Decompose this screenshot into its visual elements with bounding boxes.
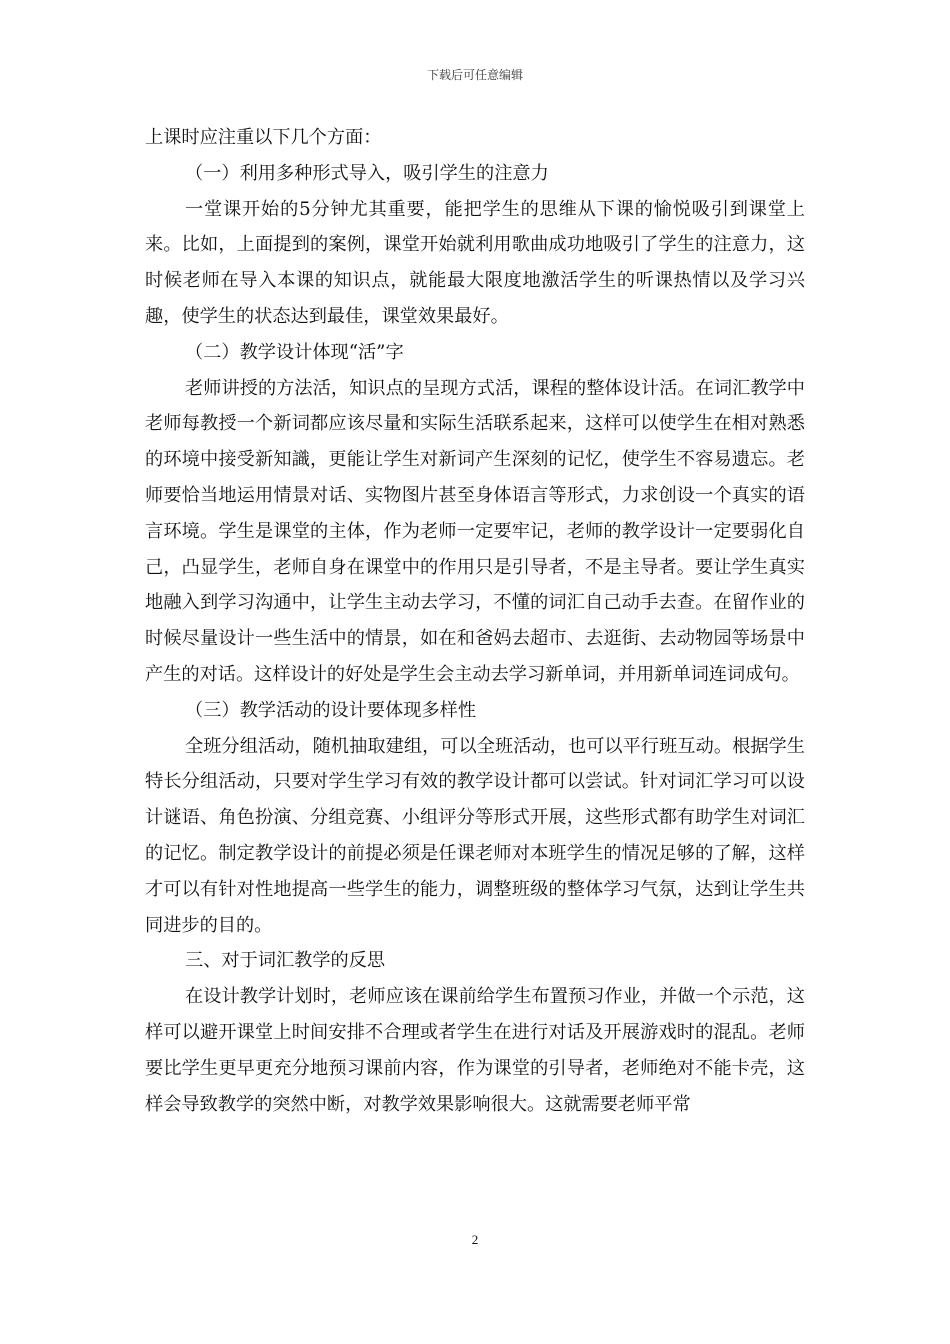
paragraph: 在设计教学计划时，老师应该在课前给学生布置预习作业，并做一个示范，这样可以避开课堂上时间安排不合理或者学生在进行对话及开展游戏时的混乱。老师要比学生更早更充分地预习课前内容，作为课堂的引导者，老师绝对不能卡壳，这样会导致教学的突然中断，对教学效果影响很大。这就需要老师平常 bbox=[145, 986, 805, 1115]
section-heading-reflection: 三、对于词汇教学的反思 bbox=[185, 950, 386, 972]
paragraph: 全班分组活动，随机抽取建组，可以全班活动，也可以平行班互动。根据学生特长分组活动，只要对学生学习有效的教学设计都可以尝试。针对词汇学习可以设计谜语、角色扮演、分组竞赛、小组评分等形式开展，这些形式都有助学生对词汇的记忆。制定教学设计的前提必须是任课老师对本班学生的情况足够的了解，这样才可以有针对性地提高一些学生的能力，调整班级的整体学习气氛，达到让学生共同进步的目的。 bbox=[145, 735, 805, 936]
page-number: 2 bbox=[471, 1232, 479, 1247]
section-heading-3: （三）教学活动的设计要体现多样性 bbox=[185, 699, 477, 721]
section-heading-2: （二）教学设计体现“活”字 bbox=[185, 341, 404, 363]
paragraph: 一堂课开始的5分钟尤其重要，能把学生的思维从下课的愉悦吸引到课堂上来。比如，上面提到的案例，课堂开始就利用歌曲成功地吸引了学生的注意力，这时候老师在导入本课的知识点，就能最大限度地激活学生的听课热情以及学习兴趣，使学生的状态达到最佳，课堂效果最好。 bbox=[145, 198, 805, 327]
paragraph-intro: 上课时应注重以下几个方面： bbox=[145, 127, 382, 148]
body-text bbox=[145, 120, 805, 1122]
page-header: 下载后可任意编辑 bbox=[426, 68, 523, 82]
section-heading-1: （一）利用多种形式导入，吸引学生的注意力 bbox=[185, 162, 549, 184]
paragraph: 老师讲授的方法活，知识点的呈现方式活，课程的整体设计活。在词汇教学中老师每教授一个新词都应该尽量和实际生活联系起来，这样可以使学生在相对熟悉的环境中接受新知識，更能让学生对新词产生深刻的记忆，使学生不容易遗忘。老师要恰当地运用情景对话、实物图片甚至身体语言等形式，力求创设一个真实的语言环境。学生是课堂的主体，作为老师一定要牢记，老师的教学设计一定要弱化自己，凸显学生，老师自身在课堂中的作用只是引导者，不是主导者。要让学生真实地融入到学习沟通中，让学生主动去学习，不懂的词汇自己动手去查。在留作业的时候尽量设计一些生活中的情景，如在和爸妈去超市、去逛街、去动物园等场景中产生的对话。这样设计的好处是学生会主动去学习新单词，并用新单词连词成句。 bbox=[145, 377, 805, 685]
